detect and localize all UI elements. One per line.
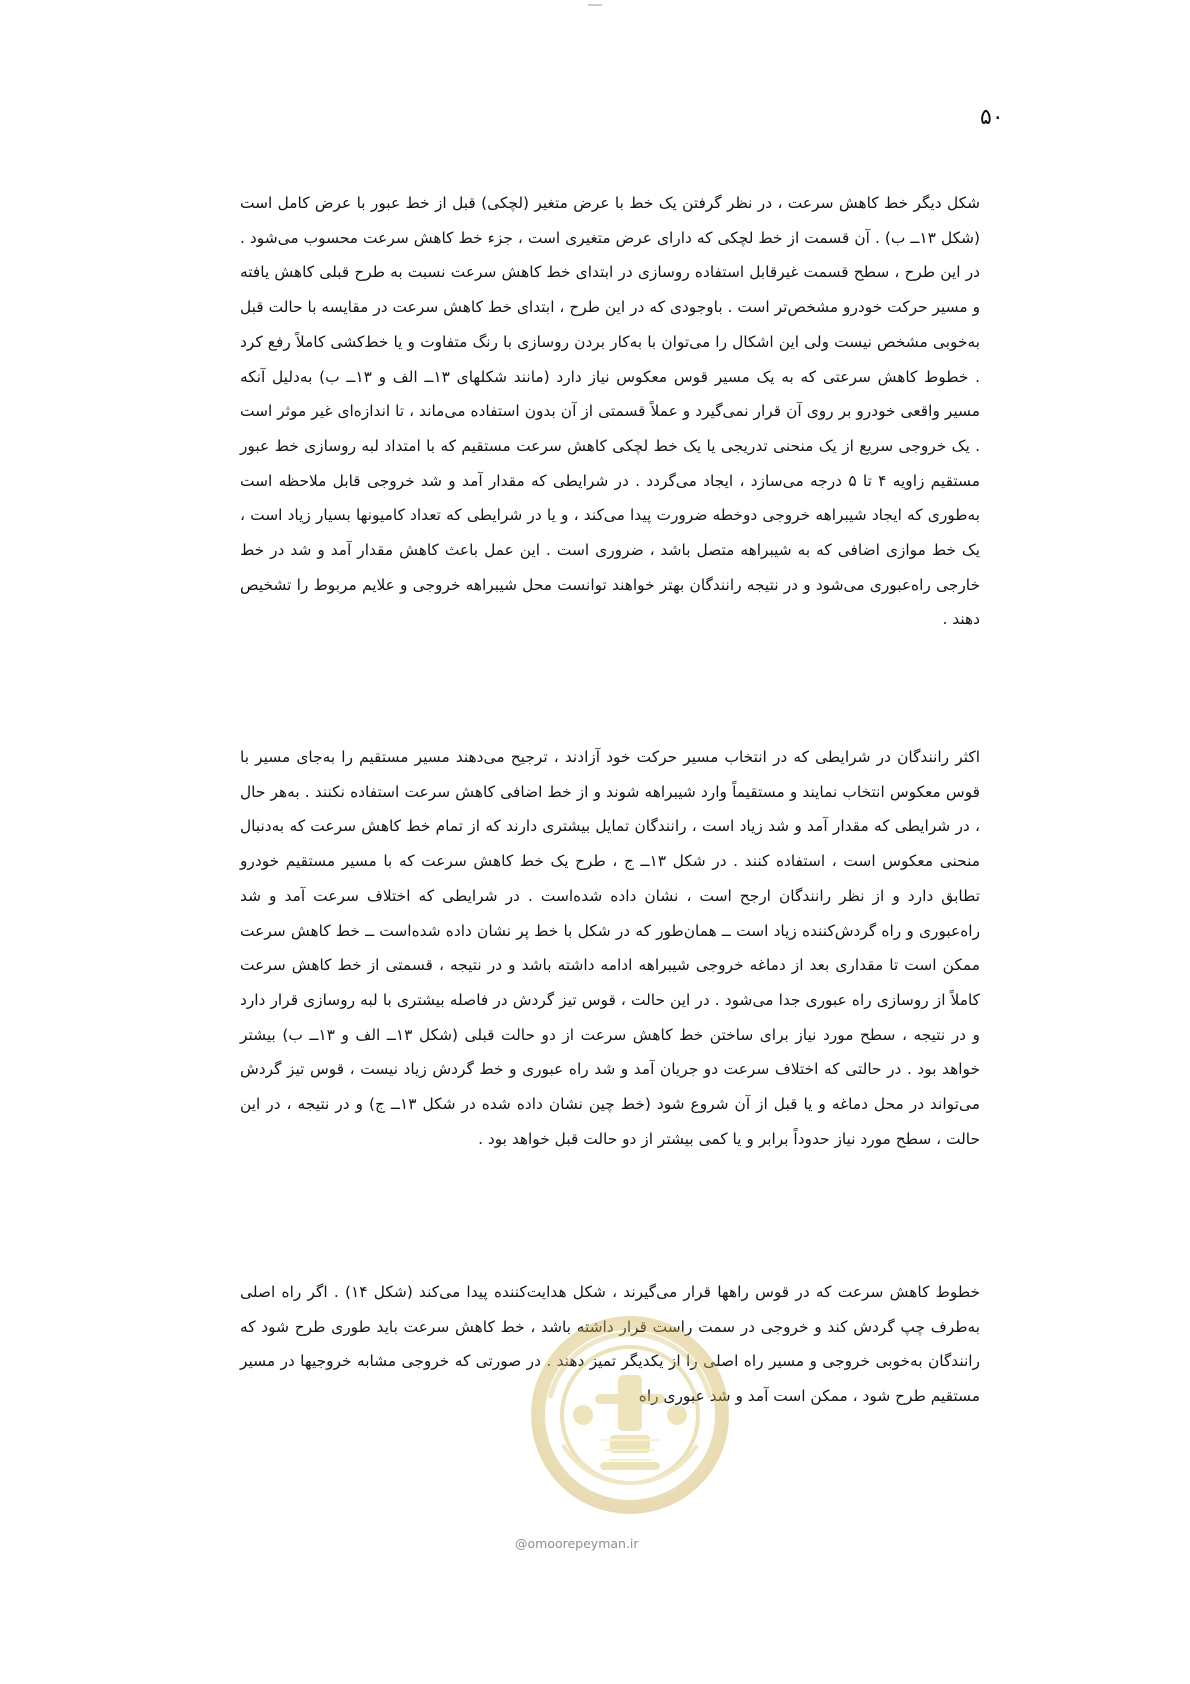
paragraph-2: اکثر رانندگان در شرایطی که در انتخاب مسیر حرکت خود آزادند ، ترجیح می‌دهند مسیر مستقیم را به‌جای مسیر با قوس معکوس انتخاب نمایند و مستقیماً وارد شیبراهه شوند و از خط اضافی کاهش سرعت استفاده نکنند . به‌هر حال ، در شرایطی که مقدار آمد و شد زیاد است ، رانندگان تمایل بیشتری دارند که از تمام خط کاهش سرعت که به‌دنبال منحنی معکوس است ، استفاده کنند . در شکل ۱۳ــ ج ، طرح یک خط کاهش سرعت که با مسیر مستقیم خودرو تطابق دارد و از نظر رانندگان ارجح است ، نشان داده شده‌است . در شرایطی که اختلاف سرعت آمد و شد راه‌عبوری و راه گردش‌کننده زیاد است ــ همان‌طور که در شکل با خط پر نشان داده شده‌است ــ خط کاهش سرعت ممکن است تا مقداری بعد از دماغه خروجی شیبراهه ادامه داشته باشد و در نتیجه ، قسمتی از خط کاهش سرعت کاملاً از روسازی راه عبوری جدا می‌شود . در این حالت ، قوس تیز گردش در فاصله بیشتری با لبه روسازی قرار دارد و در نتیجه ، سطح مورد نیاز برای ساختن خط کاهش سرعت از دو حالت قبلی (شکل ۱۳ــ الف و ۱۳ــ ب) بیشتر خواهد بود . در حالتی که اختلاف سرعت دو جریان آمد و شد راه عبوری و خط گردش زیاد نیست ، قوس تیز گردش می‌تواند در محل دماغه و یا قبل از آن شروع شود (خط چین نشان داده شده در شکل ۱۳ــ ج) و در نتیجه ، در این حالت ، سطح مورد نیاز حدوداً برابر و یا کمی بیشتر از دو حالت قبل خواهد بود . (240, 748, 980, 1148)
watermark-logo-icon (505, 1300, 755, 1530)
paragraph-1: شکل دیگر خط کاهش سرعت ، در نظر گرفتن یک خط با عرض متغیر (لچکی) قبل از خط عبور با عرض کامل است (شکل ۱۳ــ ب) . آن قسمت از خط لچکی که دارای عرض متغیری است ، جزء خط کاهش سرعت محسوب می‌شود . در این طرح ، سطح قسمت غیرقابل استفاده روسازی در ابتدای خط کاهش سرعت نسبت به طرح قبلی کاهش یافته و مسیر حرکت خودرو مشخص‌تر است . باوجودی که در این طرح ، ابتدای خط کاهش سرعت در مقایسه با حالت قبل به‌خوبی مشخص نیست ولی این اشکال را می‌توان با به‌کار بردن روسازی با رنگ متفاوت و یا خط‌کشی کاملاً رفع کرد . خطوط کاهش سرعتی که به یک مسیر قوس معکوس نیاز دارد (مانند شکلهای ۱۳ــ الف و ۱۳ــ ب) به‌دلیل آنکه مسیر واقعی خودرو بر روی آن قرار نمی‌گیرد و عملاً قسمتی از آن بدون استفاده می‌ماند ، تا اندازه‌ای غیر موثر است . یک خروجی سریع از یک منحنی تدریجی یا یک خط لچکی کاهش سرعت مستقیم که با امتداد لبه روسازی خط عبور مستقیم زاویه ۴ تا ۵ درجه می‌سازد ، ایجاد می‌گردد . در شرایطی که مقدار آمد و شد خروجی قابل ملاحظه است به‌طوری که ایجاد شیبراهه خروجی دوخطه ضرورت پیدا می‌کند ، و یا در شرایطی که تعداد کامیونها بسیار زیاد است ، یک خط موازی اضافی که به شیبراهه متصل باشد ، ضروری است . این عمل باعث کاهش مقدار آمد و شد در خط خارجی راه‌عبوری می‌شود و در نتیجه رانندگان بهتر خواهند توانست محل شیبراهه خروجی و علایم مربوط را تشخیص دهند . (240, 194, 981, 629)
paragraph-3: خطوط کاهش سرعت که در قوس راهها قرار می‌گیرند ، شکل هدایت‌کننده پیدا می‌کند (شکل ۱۴) . اگر راه اصلی به‌طرف چپ گردش کند و خروجی در سمت راست قرار داشته باشد ، خط کاهش سرعت باید طوری طرح شود که رانندگان به‌خوبی خروجی و مسیر راه اصلی را از یکدیگر تمیز دهند . در صورتی که خروجی مشابه خروجیها در مسیر مستقیم طرح شود ، ممکن است آمد و شد عبوری راه (240, 1283, 980, 1406)
watermark-url: @omoorepeyman.ir (515, 1536, 639, 1551)
page-number: ۵۰ (980, 105, 1004, 130)
scan-mark (588, 4, 602, 6)
